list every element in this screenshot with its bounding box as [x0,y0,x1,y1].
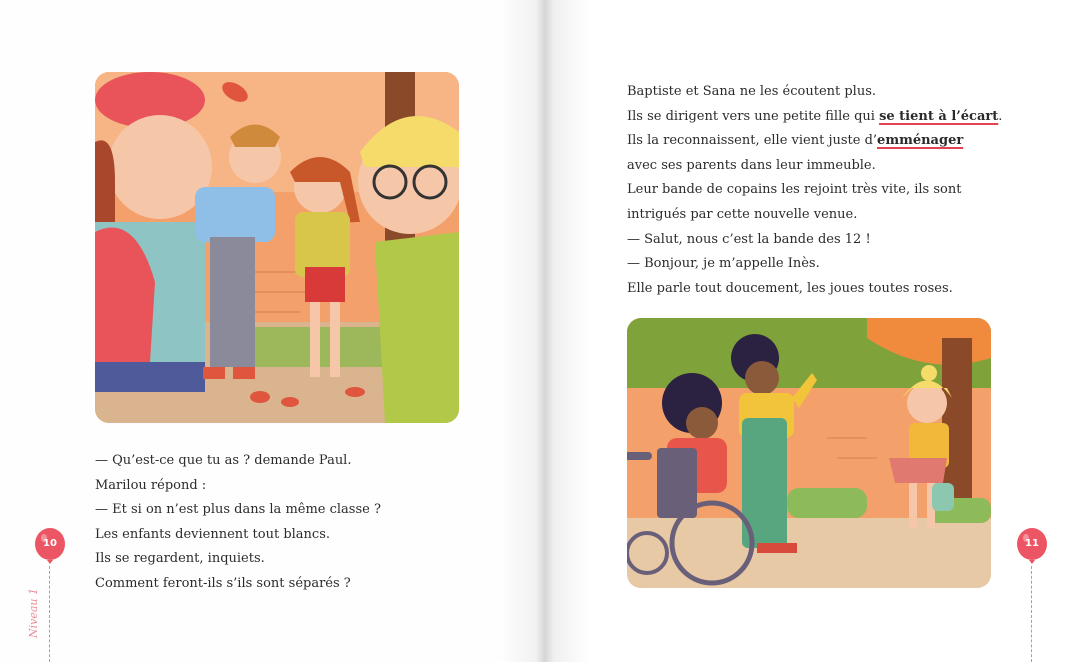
vocabulary-word: se tient à l’écart [879,108,999,124]
text-line: intrigués par cette nouvelle venue. [627,206,858,222]
page-number-balloon-right [1016,527,1048,571]
balloon-icon [1016,527,1048,571]
text-line: Les enfants deviennent tout blancs. [95,526,331,542]
page-number: 10 [43,538,57,549]
text-line: Comment feront-ils s’ils sont séparés ? [95,575,351,591]
page-number: 11 [1025,538,1039,549]
text-line [627,105,1002,130]
text-line [627,129,1002,154]
text-segment: Ils se dirigent vers une petite fille qui [627,108,880,124]
balloon-icon [34,527,66,571]
text-line: — Et si on n’est plus dans la même classe ? [95,502,381,518]
text-line: — Salut, nous c’est la bande des 12 ! [627,231,871,247]
text-line: avec ses parents dans leur immeuble. [627,157,876,173]
text-segment: Ils la reconnaissent, elle vient juste d’ [627,133,878,149]
right-page-text [627,80,1002,301]
text-line: Elle parle tout doucement, les joues toutes roses. [627,280,953,296]
left-page-text [95,449,381,597]
page-number-balloon-left [34,527,66,571]
level-label: Niveau 1 [27,587,40,638]
text-line: Baptiste et Sana ne les écoutent plus. [627,84,877,99]
illustration-wheelchair-new-girl [627,318,991,588]
text-line: — Qu’est-ce que tu as ? demande Paul. [95,453,352,468]
balloon-string [1031,566,1032,662]
text-line: Marilou répond : [95,477,207,493]
text-line: — Bonjour, je m’appelle Inès. [627,256,820,272]
text-line: Leur bande de copains les rejoint très vite, ils sont [627,182,962,198]
vocabulary-word: emménager [877,133,964,149]
balloon-string [49,566,50,662]
text-line: Ils se regardent, inquiets. [95,551,265,567]
text-segment: . [998,108,1003,124]
illustration-children-courtyard [95,72,459,423]
